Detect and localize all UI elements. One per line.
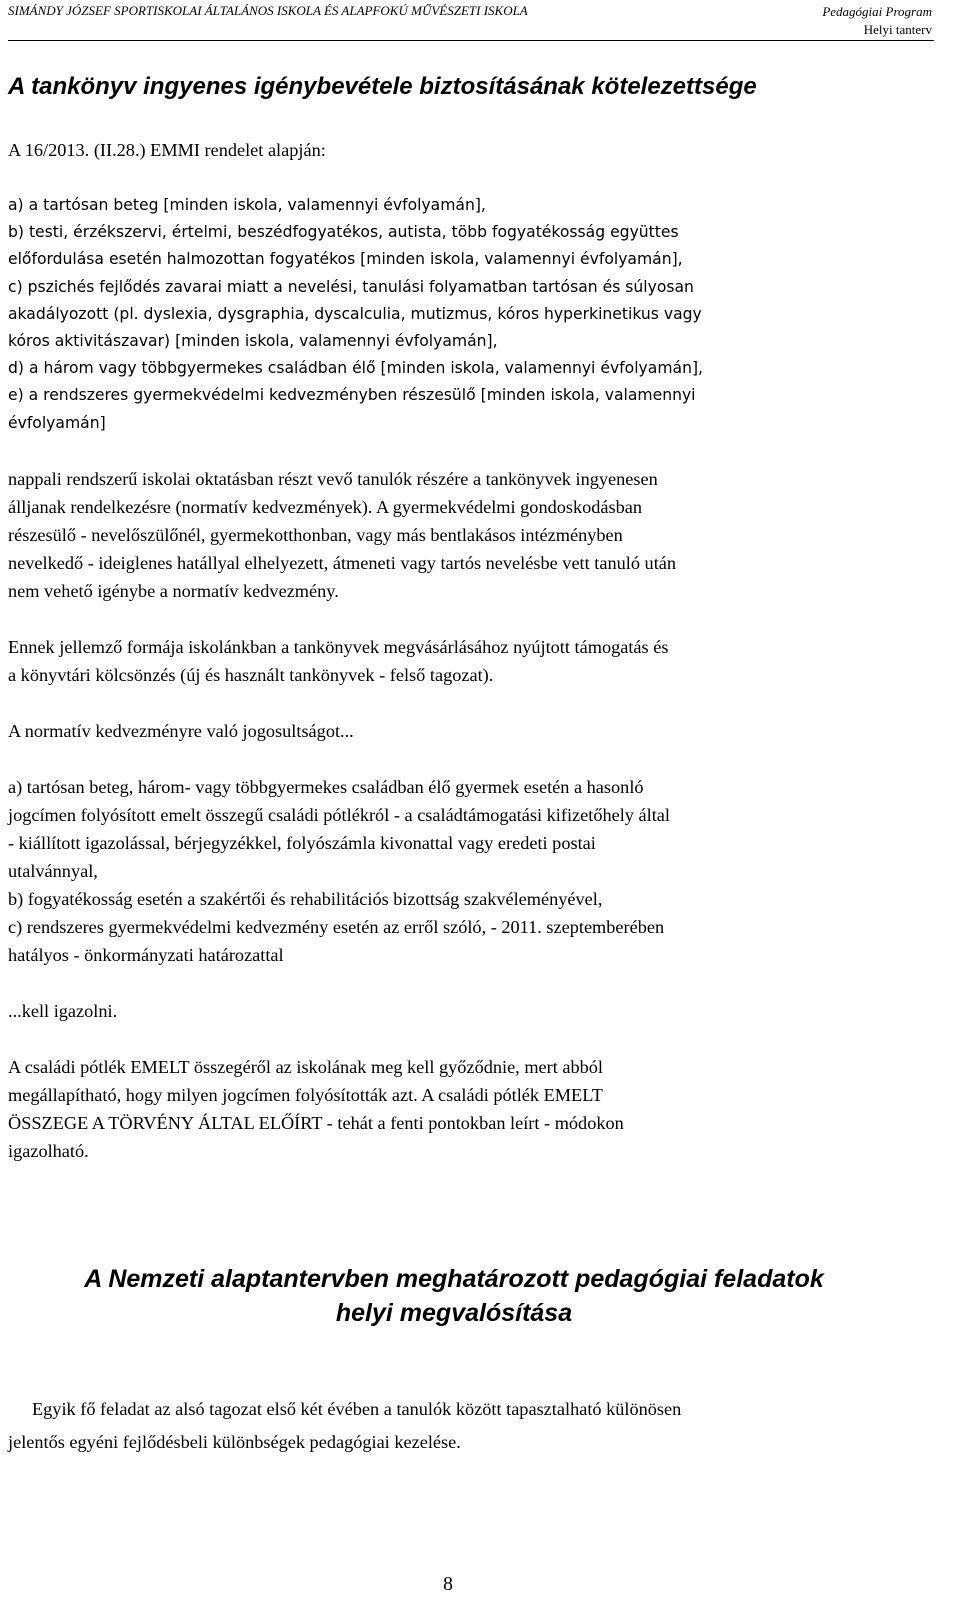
list-line: jogcímen folyósított emelt összegű családi pótlékról - a családtámogatási kifizetőhely által: [8, 804, 670, 825]
header-subtitle: Helyi tanterv: [863, 22, 932, 37]
paragraph-line: jelentős egyéni fejlődésbeli különbségek pedagógiai kezelése.: [8, 1432, 461, 1452]
spacer: [8, 164, 928, 192]
list-line: c) pszichés fejlődés zavarai miatt a nevelési, tanulási folyamatban tartósan és súlyosan: [8, 277, 694, 296]
paragraph-line: igazolható.: [8, 1140, 89, 1161]
curriculum-paragraph: [8, 1393, 928, 1459]
paragraph-line: részesülő - nevelőszülőnél, gyermekotthonban, vagy más bentlakásos intézményben: [8, 524, 623, 545]
paragraph-line: A családi pótlék EMELT összegéről az iskolának meg kell győződnie, mert abból: [8, 1056, 604, 1077]
spacer: [8, 437, 928, 465]
paragraph-line: nappali rendszerű iskolai oktatásban részt vevő tanulók részére a tankönyvek ingyenesen: [8, 468, 658, 489]
list-line: a) a tartósan beteg [minden iskola, valamennyi évfolyamán],: [8, 196, 486, 214]
intro-paragraph: A 16/2013. (II.28.) EMMI rendelet alapján:: [8, 140, 326, 160]
list-line: c) rendszeres gyermekvédelmi kedvezmény esetén az erről szóló, - 2011. szeptemberében: [8, 916, 665, 937]
list-line: előfordulása esetén halmozottan fogyatékos [minden iskola, valamennyi évfolyamán],: [8, 250, 683, 269]
list-line: b) fogyatékosság esetén a szakértői és rehabilitációs bizottság szakvéleményével,: [8, 888, 603, 909]
entitlement-paragraph: A normatív kedvezményre való jogosultságot...: [8, 720, 354, 741]
normative-discount-paragraph: [8, 465, 928, 605]
spacer: [8, 1025, 928, 1053]
list-line: e) a rendszeres gyermekvédelmi kedvezményben részesülő [minden iskola, valamennyi: [8, 386, 696, 405]
spacer: [8, 689, 928, 717]
proof-list: [8, 773, 928, 969]
list-line: akadályozott (pl. dyslexia, dysgraphia, dyscalculia, mutizmus, kóros hyperkinetikus vagy: [8, 304, 702, 323]
header-school-name: SIMÁNDY JÓZSEF SPORTISKOLAI ÁLTALÁNOS ISKOLA ÉS ALAPFOKÚ MŰVÉSZETI ISKOLA: [8, 3, 528, 18]
list-line: utalvánnyal,: [8, 860, 98, 881]
list-line: kóros aktivitászavar) [minden iskola, valamennyi évfolyamán],: [8, 332, 498, 351]
list-line: hatályos - önkormányzati határozattal: [8, 944, 284, 965]
list-line: - kiállított igazolással, bérjegyzékkel, folyószámla kivonattal vagy eredeti postai: [8, 832, 596, 853]
header-divider: [8, 40, 934, 41]
family-allowance-paragraph: [8, 1053, 928, 1165]
paragraph-line: Ennek jellemző formája iskolánkban a tankönyvek megvásárlásához nyújtott támogatás és: [8, 636, 669, 657]
paragraph-line: Egyik fő feladat az alsó tagozat első két évében a tanulók között tapasztalható különösen: [32, 1399, 682, 1419]
paragraph-line: nem vehető igénybe a normatív kedvezmény.: [8, 580, 339, 601]
section-body-textbook: [8, 136, 928, 1165]
page-number: 8: [443, 1573, 453, 1595]
support-form-paragraph: [8, 633, 928, 689]
spacer: [8, 745, 928, 773]
section-title-textbook: A tankönyv ingyenes igénybevétele biztosításának kötelezettsége: [8, 73, 757, 100]
section-title-national-curriculum: [0, 1262, 908, 1330]
paragraph-line: megállapítható, hogy milyen jogcímen folyósították azt. A családi pótlék EMELT: [8, 1084, 603, 1105]
paragraph-line: álljanak rendelkezésre (normatív kedvezmények). A gyermekvédelmi gondoskodásban: [8, 496, 643, 517]
list-line: a) tartósan beteg, három- vagy többgyermekes családban élő gyermek esetén a hasonló: [8, 776, 644, 797]
spacer: [8, 969, 928, 997]
spacer: [8, 605, 928, 633]
paragraph-line: nevelkedő - ideiglenes hatállyal elhelyezett, átmeneti vagy tartós nevelésbe vett tanuló után: [8, 552, 677, 573]
header-program-title: Pedagógiai Program: [822, 4, 932, 19]
section-title-line: A Nemzeti alaptantervben meghatározott pedagógiai feladatok: [84, 1265, 824, 1293]
list-line: b) testi, érzékszervi, értelmi, beszédfogyatékos, autista, több fogyatékosság együttes: [8, 223, 679, 242]
eligibility-list: [8, 192, 928, 437]
section-title-line: helyi megvalósítása: [335, 1299, 573, 1327]
paragraph-line: ÖSSZEGE A TÖRVÉNY ÁLTAL ELŐÍRT - tehát a fenti pontokban leírt - módokon: [8, 1112, 624, 1133]
paragraph-line: a könyvtári kölcsönzés (új és használt tankönyvek - felső tagozat).: [8, 664, 494, 685]
list-line: évfolyamán]: [8, 413, 106, 432]
verification-paragraph: ...kell igazolni.: [8, 1000, 118, 1021]
list-line: d) a három vagy többgyermekes családban élő [minden iskola, valamennyi évfolyamán],: [8, 359, 703, 378]
header-doc-info: [822, 3, 932, 39]
